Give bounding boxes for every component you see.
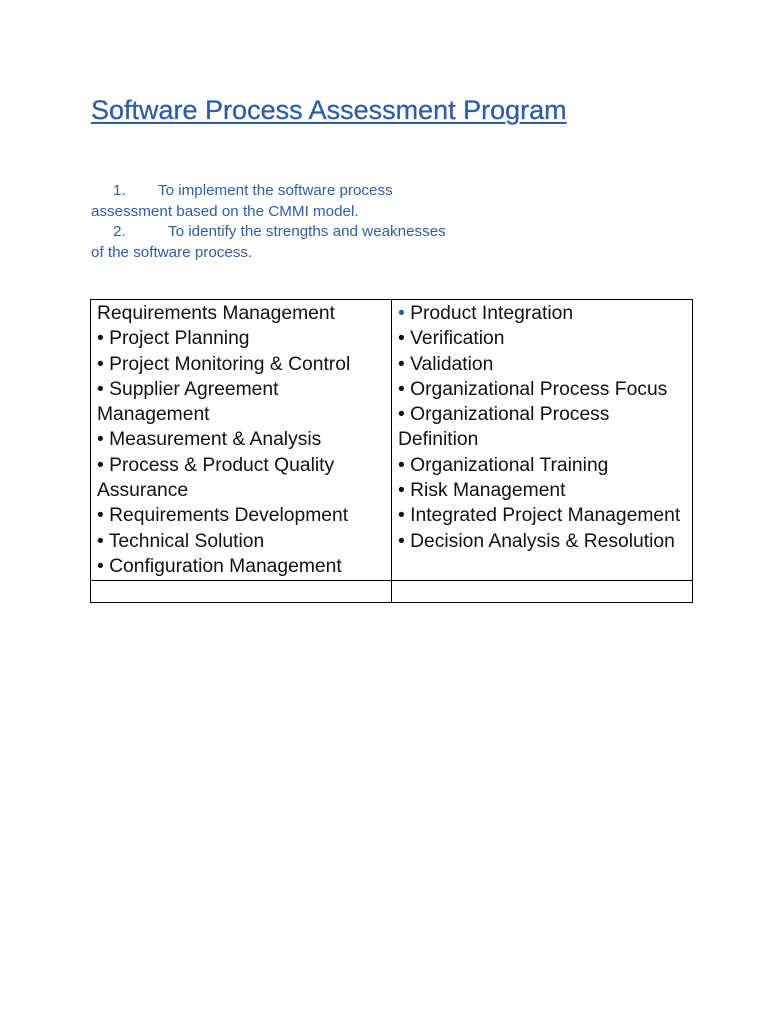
list-item: [398, 301, 686, 326]
list-item: Requirements Management: [97, 303, 335, 324]
document-title: Software Process Assessment Program: [91, 95, 567, 125]
list-item: • Integrated Project Management: [398, 505, 681, 527]
list-item-text: Product Integration: [404, 303, 574, 324]
objective-item: [91, 181, 451, 222]
list-item: • Requirements Development: [97, 505, 349, 527]
table-row: [91, 300, 693, 581]
table-cell-empty: [392, 581, 693, 603]
list-item: • Project Planning: [97, 328, 250, 350]
objective-number: 1.: [113, 182, 126, 199]
list-item: • Organizational Process Focus: [398, 378, 668, 400]
list-item: • Organizational Training: [398, 454, 609, 476]
list-item: • Measurement & Analysis: [97, 429, 322, 451]
bullet: •: [398, 303, 405, 324]
table-cell-empty: [91, 581, 392, 603]
list-item: • Process & Product Quality Assurance: [97, 454, 335, 502]
objective-number: 2.: [113, 223, 126, 241]
objective-item: [91, 222, 451, 263]
list-item: • Verification: [398, 328, 505, 350]
list-item: • Organizational Process Definition: [398, 404, 610, 451]
table-row-empty: [91, 581, 693, 603]
objective-text: To identify the strengths and weaknesses of the software process.: [91, 223, 446, 261]
list-item: • Supplier Agreement Management: [97, 378, 279, 426]
table-cell-left: [91, 300, 392, 581]
table-cell-right: [392, 300, 693, 581]
list-item: • Configuration Management: [97, 555, 342, 577]
objective-text: To implement the software process assessment based on the CMMI model.: [91, 182, 393, 220]
list-item: • Validation: [398, 353, 494, 375]
list-item: • Decision Analysis & Resolution: [398, 530, 675, 552]
list-item: • Project Monitoring & Control: [97, 353, 351, 375]
objectives-list: [91, 181, 451, 263]
list-item: • Technical Solution: [97, 530, 265, 552]
process-areas-table: [90, 299, 693, 603]
list-item: • Risk Management: [398, 480, 566, 502]
